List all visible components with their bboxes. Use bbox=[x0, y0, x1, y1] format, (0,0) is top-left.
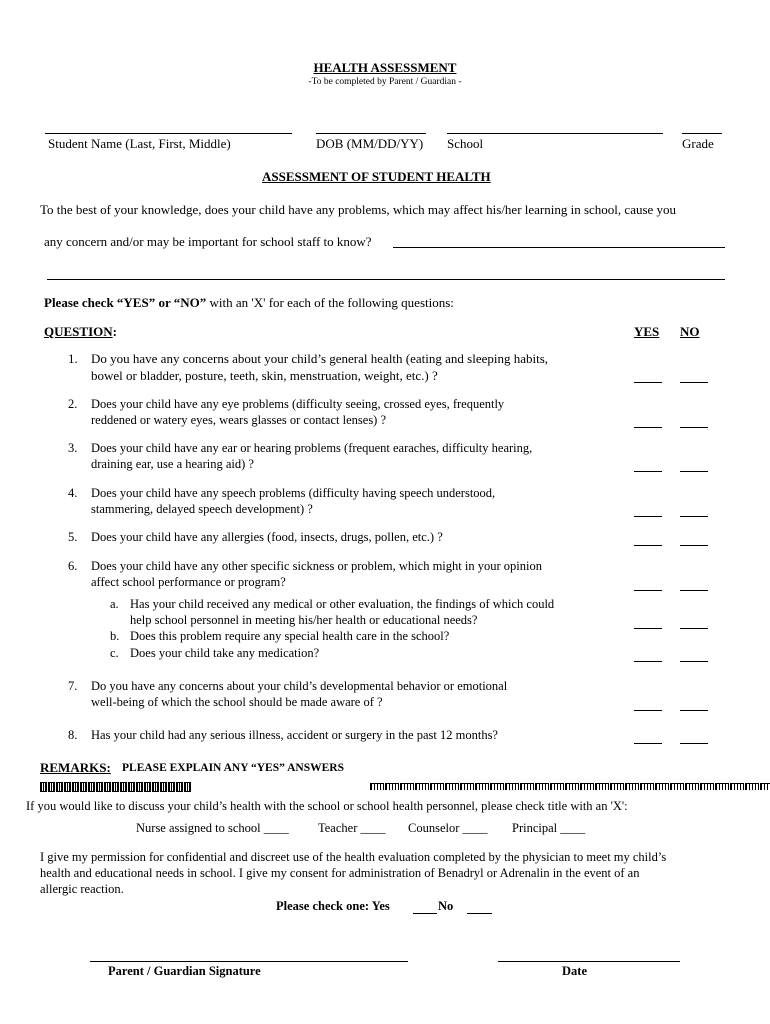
subquestion-text: Does this problem require any special health care in the school? bbox=[130, 629, 450, 643]
question-text: draining ear, use a hearing aid) ? bbox=[91, 457, 254, 471]
remarks-field-left[interactable] bbox=[40, 778, 192, 790]
question-text: Does your child have any speech problems (difficulty having speech understood, bbox=[91, 486, 496, 500]
no-answer-blank[interactable] bbox=[680, 516, 708, 517]
student-name-line[interactable] bbox=[45, 133, 292, 134]
intro-answer-line-1[interactable] bbox=[393, 247, 725, 248]
option-nurse[interactable]: Nurse assigned to school ____ bbox=[136, 821, 289, 835]
yes-answer-blank[interactable] bbox=[634, 471, 662, 472]
no-header: NO bbox=[680, 324, 700, 339]
subquestion-letter: b. bbox=[110, 629, 120, 643]
no-answer-blank[interactable] bbox=[680, 545, 708, 546]
school-line[interactable] bbox=[447, 133, 663, 134]
question-number: 4. bbox=[68, 486, 78, 500]
yes-header: YES bbox=[634, 324, 660, 339]
no-answer-blank[interactable] bbox=[680, 661, 708, 662]
page-title: HEALTH ASSESSMENT bbox=[313, 60, 457, 75]
intro-line-1: To the best of your knowledge, does your child have any problems, which may affect his/her learning in school, cause you bbox=[40, 202, 677, 217]
question-text: Has your child had any serious illness, accident or surgery in the past 12 months? bbox=[91, 728, 498, 742]
date-label: Date bbox=[562, 964, 587, 978]
yes-answer-blank[interactable] bbox=[634, 382, 662, 383]
consent-no-label: No bbox=[438, 899, 454, 913]
section-title: ASSESSMENT OF STUDENT HEALTH bbox=[262, 169, 491, 184]
question-number: 7. bbox=[68, 679, 78, 693]
option-counselor[interactable]: Counselor ____ bbox=[408, 821, 488, 835]
question-text: Do you have any concerns about your child’s developmental behavior or emotional bbox=[91, 679, 508, 693]
question-text: affect school performance or program? bbox=[91, 575, 286, 589]
page-subtitle: -To be completed by Parent / Guardian - bbox=[308, 77, 462, 87]
yes-answer-blank[interactable] bbox=[634, 661, 662, 662]
question-number: 6. bbox=[68, 559, 78, 573]
yes-answer-blank[interactable] bbox=[634, 545, 662, 546]
yes-answer-blank[interactable] bbox=[634, 516, 662, 517]
question-text: well-being of which the school should be made aware of ? bbox=[91, 695, 383, 709]
question-number: 5. bbox=[68, 530, 78, 544]
option-teacher[interactable]: Teacher ____ bbox=[318, 821, 386, 835]
permission-line-1: I give my permission for confidential and discreet use of the health evaluation completed by the physician to meet my child’s bbox=[40, 850, 667, 864]
no-answer-blank[interactable] bbox=[680, 743, 708, 744]
student-name-label: Student Name (Last, First, Middle) bbox=[48, 136, 231, 151]
no-answer-blank[interactable] bbox=[680, 590, 708, 591]
no-answer-blank[interactable] bbox=[680, 471, 708, 472]
school-label: School bbox=[447, 136, 484, 151]
dob-label: DOB (MM/DD/YY) bbox=[316, 136, 424, 151]
question-number: 1. bbox=[68, 351, 78, 366]
question-text: Does your child have any allergies (food, insects, drugs, pollen, etc.) ? bbox=[91, 530, 443, 544]
remarks-label: REMARKS: bbox=[40, 760, 111, 775]
instruction: Please check “YES” or “NO” with an 'X' for each of the following questions: bbox=[44, 295, 454, 310]
question-text: Does your child have any eye problems (difficulty seeing, crossed eyes, frequently bbox=[91, 397, 505, 411]
question-number: 2. bbox=[68, 397, 78, 411]
permission-line-3: allergic reaction. bbox=[40, 882, 124, 896]
question-header: QUESTION: bbox=[44, 324, 117, 339]
subquestion-text: Has your child received any medical or other evaluation, the findings of which could bbox=[130, 597, 555, 611]
intro-answer-line-2[interactable] bbox=[47, 279, 725, 280]
parent-signature-label: Parent / Guardian Signature bbox=[108, 964, 261, 978]
no-answer-blank[interactable] bbox=[680, 628, 708, 629]
parent-signature-line[interactable] bbox=[90, 961, 408, 962]
yes-answer-blank[interactable] bbox=[634, 710, 662, 711]
option-principal[interactable]: Principal ____ bbox=[512, 821, 586, 835]
question-number: 8. bbox=[68, 728, 78, 742]
remarks-text: PLEASE EXPLAIN ANY “YES” ANSWERS bbox=[122, 762, 344, 774]
question-text: Does your child have any other specific sickness or problem, which might in your opinion bbox=[91, 559, 542, 573]
yes-answer-blank[interactable] bbox=[634, 743, 662, 744]
yes-answer-blank[interactable] bbox=[634, 628, 662, 629]
consent-no-blank[interactable] bbox=[467, 913, 492, 914]
question-text: Does your child have any ear or hearing problems (frequent earaches, difficulty hearing, bbox=[91, 441, 533, 455]
yes-answer-blank[interactable] bbox=[634, 427, 662, 428]
subquestion-letter: c. bbox=[110, 646, 119, 660]
discuss-text: If you would like to discuss your child’s health with the school or school health personnel, please check title with an 'X': bbox=[26, 799, 628, 813]
question-text: stammering, delayed speech development) ? bbox=[91, 502, 313, 516]
remarks-field-right[interactable] bbox=[370, 778, 770, 790]
question-text: Do you have any concerns about your child’s general health (eating and sleeping habits, bbox=[91, 351, 549, 366]
question-text: reddened or watery eyes, wears glasses or contact lenses) ? bbox=[91, 413, 387, 427]
consent-yes-blank[interactable] bbox=[413, 913, 437, 914]
grade-line[interactable] bbox=[682, 133, 722, 134]
dob-line[interactable] bbox=[316, 133, 426, 134]
grade-label: Grade bbox=[682, 136, 714, 151]
subquestion-text: Does your child take any medication? bbox=[130, 646, 320, 660]
intro-line-2: any concern and/or may be important for school staff to know? bbox=[44, 234, 372, 249]
no-answer-blank[interactable] bbox=[680, 427, 708, 428]
no-answer-blank[interactable] bbox=[680, 382, 708, 383]
permission-line-2: health and educational needs in school. I give my consent for administration of Benadryl or Adrenalin in the event of an bbox=[40, 866, 640, 880]
yes-answer-blank[interactable] bbox=[634, 590, 662, 591]
consent-check-label: Please check one: Yes bbox=[276, 899, 390, 913]
date-line[interactable] bbox=[498, 961, 680, 962]
no-answer-blank[interactable] bbox=[680, 710, 708, 711]
subquestion-text: help school personnel in meeting his/her health or educational needs? bbox=[130, 613, 478, 627]
question-number: 3. bbox=[68, 441, 78, 455]
question-text: bowel or bladder, posture, teeth, skin, menstruation, weight, etc.) ? bbox=[91, 368, 438, 383]
subquestion-letter: a. bbox=[110, 597, 119, 611]
